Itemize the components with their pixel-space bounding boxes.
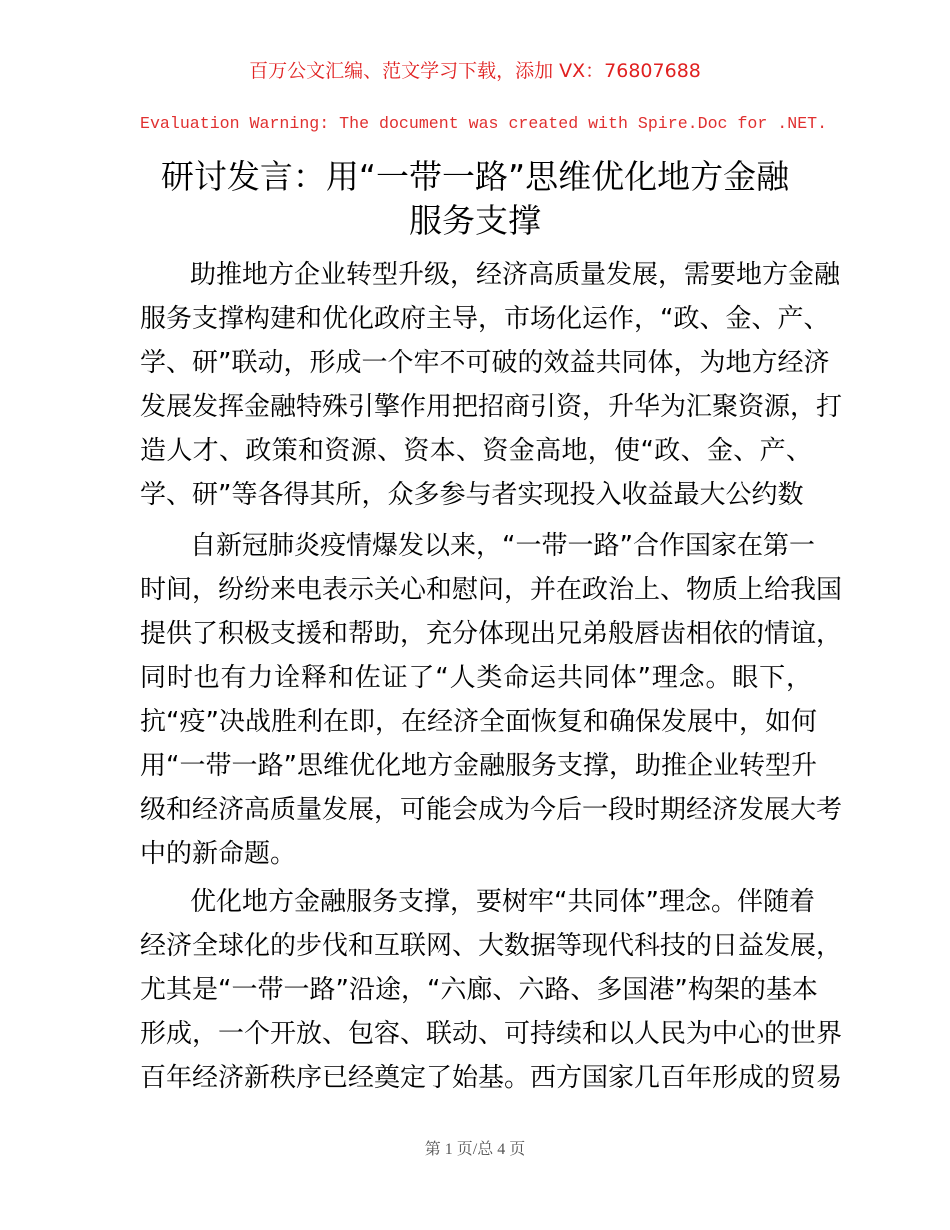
text-line: 发展发挥金融特殊引擎作用把招商引资，升华为汇聚资源，打 xyxy=(140,392,843,422)
text-line: 用“一带一路”思维优化地方金融服务支撑，助推企业转型升 xyxy=(140,751,817,781)
page-indicator: 第 1 页/总 4 页 xyxy=(424,1141,526,1158)
text-line: 优化地方金融服务支撑，要树牢“共同体”理念。伴随着 xyxy=(190,887,815,917)
evaluation-warning: Evaluation Warning: The document was created with Spire.Doc for .NET. xyxy=(140,114,828,133)
text-line: 抗“疫”决战胜利在即，在经济全面恢复和确保发展中，如何 xyxy=(140,707,817,737)
text-line: 时间，纷纷来电表示关心和慰问，并在政治上、物质上给我国 xyxy=(140,575,843,605)
text-line: 同时也有力诠释和佐证了“人类命运共同体”理念。眼下， xyxy=(140,663,812,693)
text-line: 学、研”等各得其所，众多参与者实现投入收益最大公约数 xyxy=(140,480,804,510)
paragraph-1 xyxy=(140,253,843,517)
text-line: 形成，一个开放、包容、联动、可持续和以人民为中心的世界 xyxy=(140,1019,843,1049)
title-line: 研讨发言：用“一带一路”思维优化地方金融 xyxy=(160,157,790,196)
text-line: 学、研”联动，形成一个牢不可破的效益共同体，为地方经济 xyxy=(140,348,830,378)
paragraph-3 xyxy=(140,880,843,1100)
document-title xyxy=(0,155,950,243)
text-line: 中的新命题。 xyxy=(140,839,297,869)
text-line: 服务支撑构建和优化政府主导，市场化运作，“政、金、产、 xyxy=(140,304,830,334)
text-line: 助推地方企业转型升级，经济高质量发展，需要地方金融 xyxy=(190,260,841,290)
text-line: 经济全球化的步伐和互联网、大数据等现代科技的日益发展， xyxy=(140,931,843,961)
paragraph-2 xyxy=(140,524,843,876)
text-line: 提供了积极支援和帮助，充分体现出兄弟般唇齿相依的情谊， xyxy=(140,619,843,649)
text-line: 百年经济新秩序已经奠定了始基。西方国家几百年形成的贸易 xyxy=(140,1063,843,1093)
text-line: 造人才、政策和资源、资本、资金高地，使“政、金、产、 xyxy=(140,436,812,466)
text-line: 尤其是“一带一路”沿途，“六廊、六路、多国港”构架的基本 xyxy=(140,975,818,1005)
promo-header: 百万公文汇编、范文学习下载，添加 VX：76807688 xyxy=(249,60,701,82)
text-line: 自新冠肺炎疫情爆发以来，“一带一路”合作国家在第一 xyxy=(190,531,815,561)
title-line: 服务支撑 xyxy=(409,201,541,240)
text-line: 级和经济高质量发展，可能会成为今后一段时期经济发展大考 xyxy=(140,795,843,825)
